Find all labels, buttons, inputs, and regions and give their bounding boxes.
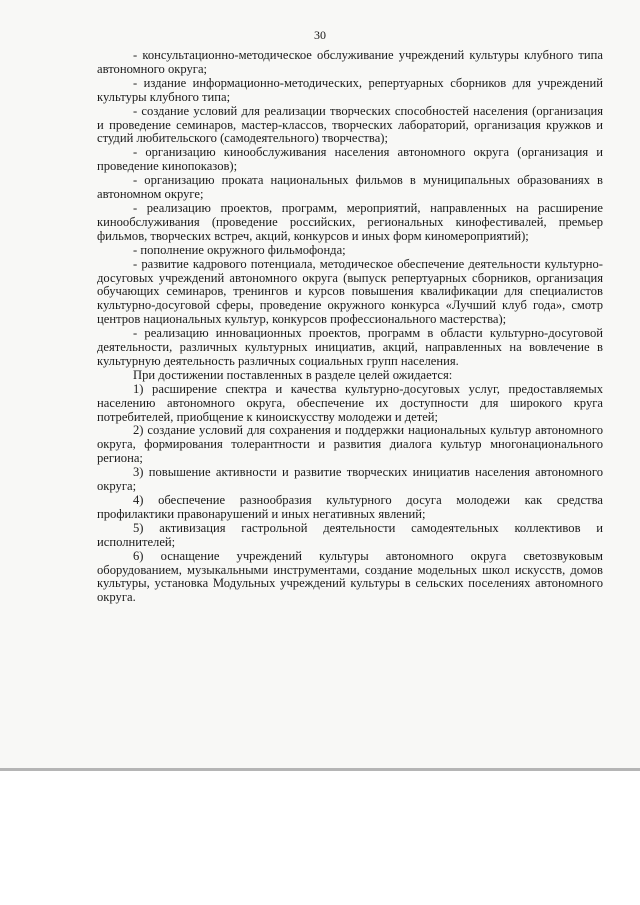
paragraph: 2) создание условий для сохранения и поддержки национальных культур автономного округа, формирования толерантности и развития диалога культур многонационального региона;: [97, 423, 603, 466]
paragraph: 5) активизация гастрольной деятельности самодеятельных коллективов и исполнителей;: [97, 520, 603, 549]
paragraph: - создание условий для реализации творческих способностей населения (организация и проведение семинаров, мастер-классов, творческих лабораторий, организация кружков и студий любительского (самодеятельного) творчества);: [97, 103, 603, 146]
paragraph: - реализацию инновационных проектов, программ в области культурно-досуговой деятельности, различных культурных инициатив, акций, направленных на вовлечение в культурную деятельность различных социальных групп населения.: [97, 326, 603, 368]
paragraph: - пополнение окружного фильмофонда;: [133, 242, 346, 257]
paragraph: - организацию проката национальных фильмов в муниципальных образованиях в автономном округе;: [97, 173, 603, 202]
paragraph: - развитие кадрового потенциала, методическое обеспечение деятельности культурно-досуговых учреждений автономного округа (выпуск репертуарных сборников, организация обучающих семинаров, тренингов и курсов повышения квалификации для специалистов культурно-досуговой сферы, проведение окружного конкурса «Лучший клуб года», смотр центров национальных культур, конкурсов профессионального мастерства);: [97, 256, 603, 327]
paragraph: - реализацию проектов, программ, мероприятий, направленных на расширение кинообслуживания (проведение российских, региональных кинофестивалей, премьер фильмов, творческих встреч, акций, конкурсов и иных форм киномероприятий);: [97, 200, 603, 243]
paragraph: 6) оснащение учреждений культуры автономного округа светозвуковым оборудованием, музыкальными инструментами, создание модельных школ искусств, домов культуры, установка Модульных учреждений культуры в сельских поселениях автономного округа.: [97, 548, 603, 605]
paragraph: - издание информационно-методических, репертуарных сборников для учреждений культуры клубного типа;: [97, 75, 603, 104]
paragraph: 3) повышение активности и развитие творческих инициатив населения автономного округа;: [97, 465, 603, 494]
paragraph: 1) расширение спектра и качества культурно-досуговых услуг, предоставляемых населению автономного округа, обеспечение их доступности для широкого круга потребителей, приобщение к киноискусству молодежи и детей;: [97, 381, 603, 424]
blank-area: [0, 771, 640, 905]
paragraph: 4) обеспечение разнообразия культурного досуга молодежи как средства профилактики правонарушений и иных негативных явлений;: [97, 493, 603, 521]
paragraph: - консультационно-методическое обслуживание учреждений культуры клубного типа автономного округа;: [97, 48, 603, 76]
paragraph: - организацию кинообслуживания населения автономного округа (организация и проведение кинопоказов);: [97, 145, 603, 174]
paragraph: При достижении поставленных в разделе целей ожидается:: [133, 367, 453, 382]
page-body: [97, 49, 603, 605]
page-number: 30: [314, 28, 326, 42]
